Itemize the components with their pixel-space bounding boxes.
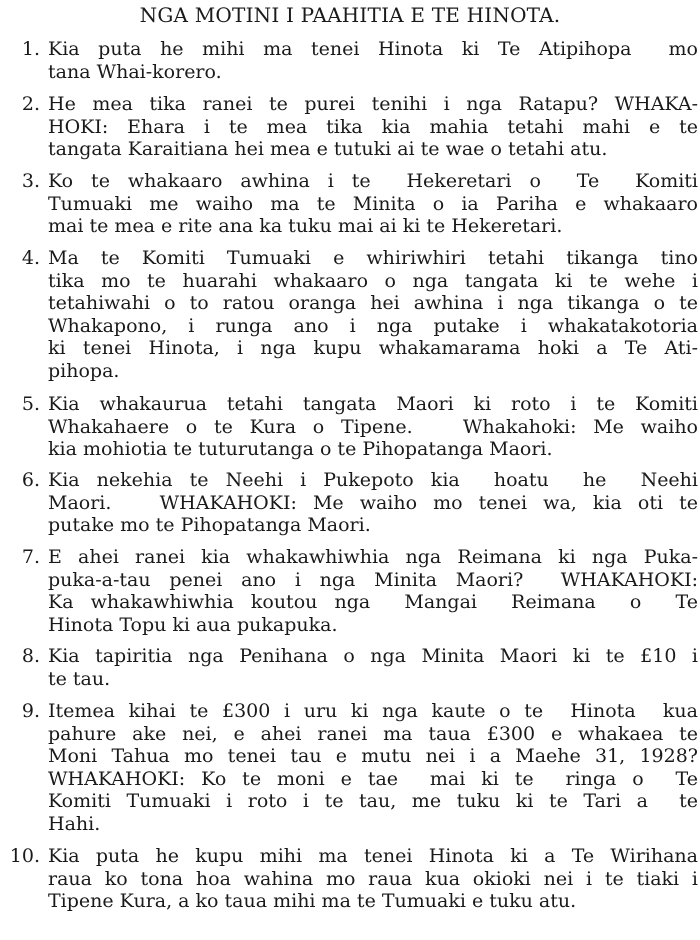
motion-line: puka-a-tau penei ano i nga Minita Maori? WHAKAHOKI: xyxy=(48,568,698,591)
motion-line: Maori. WHAKAHOKI: Me waiho mo tenei wa, kia oti te xyxy=(48,491,698,514)
motion-line: E ahei ranei kia whakawhiwhia nga Reimana ki nga Puka- xyxy=(48,546,698,568)
motion-line: Ma te Komiti Tumuaki e whiriwhiri tetahi tikanga tino xyxy=(48,247,698,269)
motion-line: WHAKAHOKI: Ko te moni e tae mai ki te ringa o Te xyxy=(48,767,698,790)
motion-text xyxy=(48,93,698,161)
motion-number: 4. xyxy=(21,247,40,269)
motion-line: Tumuaki me waiho ma te Minita o ia Pariha e whakaaro xyxy=(48,192,698,215)
motion-line: Ka whakawhiwhia koutou nga Mangai Reimana o Te xyxy=(48,591,698,613)
motion-number: 10. xyxy=(9,845,40,867)
motion-line: tana Whai-korero. xyxy=(48,60,222,83)
motion-line: Ko te whakaaro awhina i te Hekeretari o Te Komiti xyxy=(48,170,698,192)
motion-line: Kia whakaurua tetahi tangata Maori ki roto i te Komiti xyxy=(48,393,698,415)
motion-line: Whakapono, i runga ano i nga putake i whakatakotoria xyxy=(48,314,698,337)
motion-number: 6. xyxy=(21,469,40,491)
motion-line: Kia puta he kupu mihi ma tenei Hinota ki a Te Wirihana xyxy=(48,845,698,867)
motion-line: putake mo te Pihopatanga Maori. xyxy=(48,514,371,536)
motion-text xyxy=(48,393,698,461)
motion-text xyxy=(48,700,698,835)
motion-line: Itemea kihai te £300 i uru ki nga kaute o te Hinota kua xyxy=(48,700,698,722)
motion-number: 7. xyxy=(21,546,40,568)
motion-line: tangata Karaitiana hei mea e tutuki ai te wae o tetahi atu. xyxy=(48,138,608,160)
motion-text xyxy=(48,170,698,238)
motion-line: Moni Tahua mo tenei tau e mutu nei i a Maehe 31, 1928? xyxy=(48,745,698,767)
motion-line: pahure ake nei, e ahei ranei ma taua £300 e whakaea te xyxy=(48,722,698,745)
motion-line: mai te mea e rite ana ka tuku mai ai ki te Hekeretari. xyxy=(48,215,563,237)
motion-line: tetahiwahi o to ratou oranga hei awhina i nga tikanga o te xyxy=(48,292,698,314)
motion-line: Whakahaere o te Kura o Tipene. Whakahoki: Me waiho xyxy=(48,415,698,438)
page-title: NGA MOTINI I PAAHITIA E TE HINOTA. xyxy=(139,3,561,27)
motion-line: ki tenei Hinota, i nga kupu whakamarama hoki a Te Ati- xyxy=(48,337,698,359)
motion-line: tika mo te huarahi whakaaro o nga tangata ki te wehe i xyxy=(48,269,698,292)
motion-text xyxy=(48,38,698,83)
motion-number: 2. xyxy=(21,93,40,115)
motion-line: He mea tika ranei te purei tenihi i nga Ratapu? WHAKA- xyxy=(48,93,698,115)
motion-line: Hahi. xyxy=(48,812,101,835)
motion-text xyxy=(48,845,698,913)
motion-line: kia mohiotia te tuturutanga o te Pihopatanga Maori. xyxy=(48,438,553,460)
motion-number: 9. xyxy=(21,700,40,722)
motion-line: Kia tapiritia nga Penihana o nga Minita Maori ki te £10 i xyxy=(48,645,698,667)
motion-number: 8. xyxy=(21,645,40,667)
motion-line: Tipene Kura, a ko taua mihi ma te Tumuaki e tuku atu. xyxy=(48,890,577,912)
motion-text xyxy=(48,645,698,690)
motion-number: 1. xyxy=(21,38,40,60)
motion-text xyxy=(48,247,698,382)
motion-number: 5. xyxy=(21,393,40,415)
motion-line: Kia nekehia te Neehi i Pukepoto kia hoatu he Neehi xyxy=(48,469,698,491)
motion-line: Kia puta he mihi ma tenei Hinota ki Te Atipihopa mo xyxy=(48,38,698,60)
motion-line: pihopa. xyxy=(48,359,120,382)
motion-text xyxy=(48,546,698,636)
motion-line: te tau. xyxy=(48,667,111,690)
motion-line: raua ko tona hoa wahina mo raua kua okioki nei i te tiaki i xyxy=(48,867,698,890)
motion-line: Komiti Tumuaki i roto i te tau, me tuku ki te Tari a te xyxy=(48,790,698,812)
motion-line: HOKI: Ehara i te mea tika kia mahia tetahi mahi e te xyxy=(48,115,698,138)
motion-text xyxy=(48,469,698,537)
motion-number: 3. xyxy=(21,170,40,192)
motion-line: Hinota Topu ki aua pukapuka. xyxy=(48,613,338,636)
